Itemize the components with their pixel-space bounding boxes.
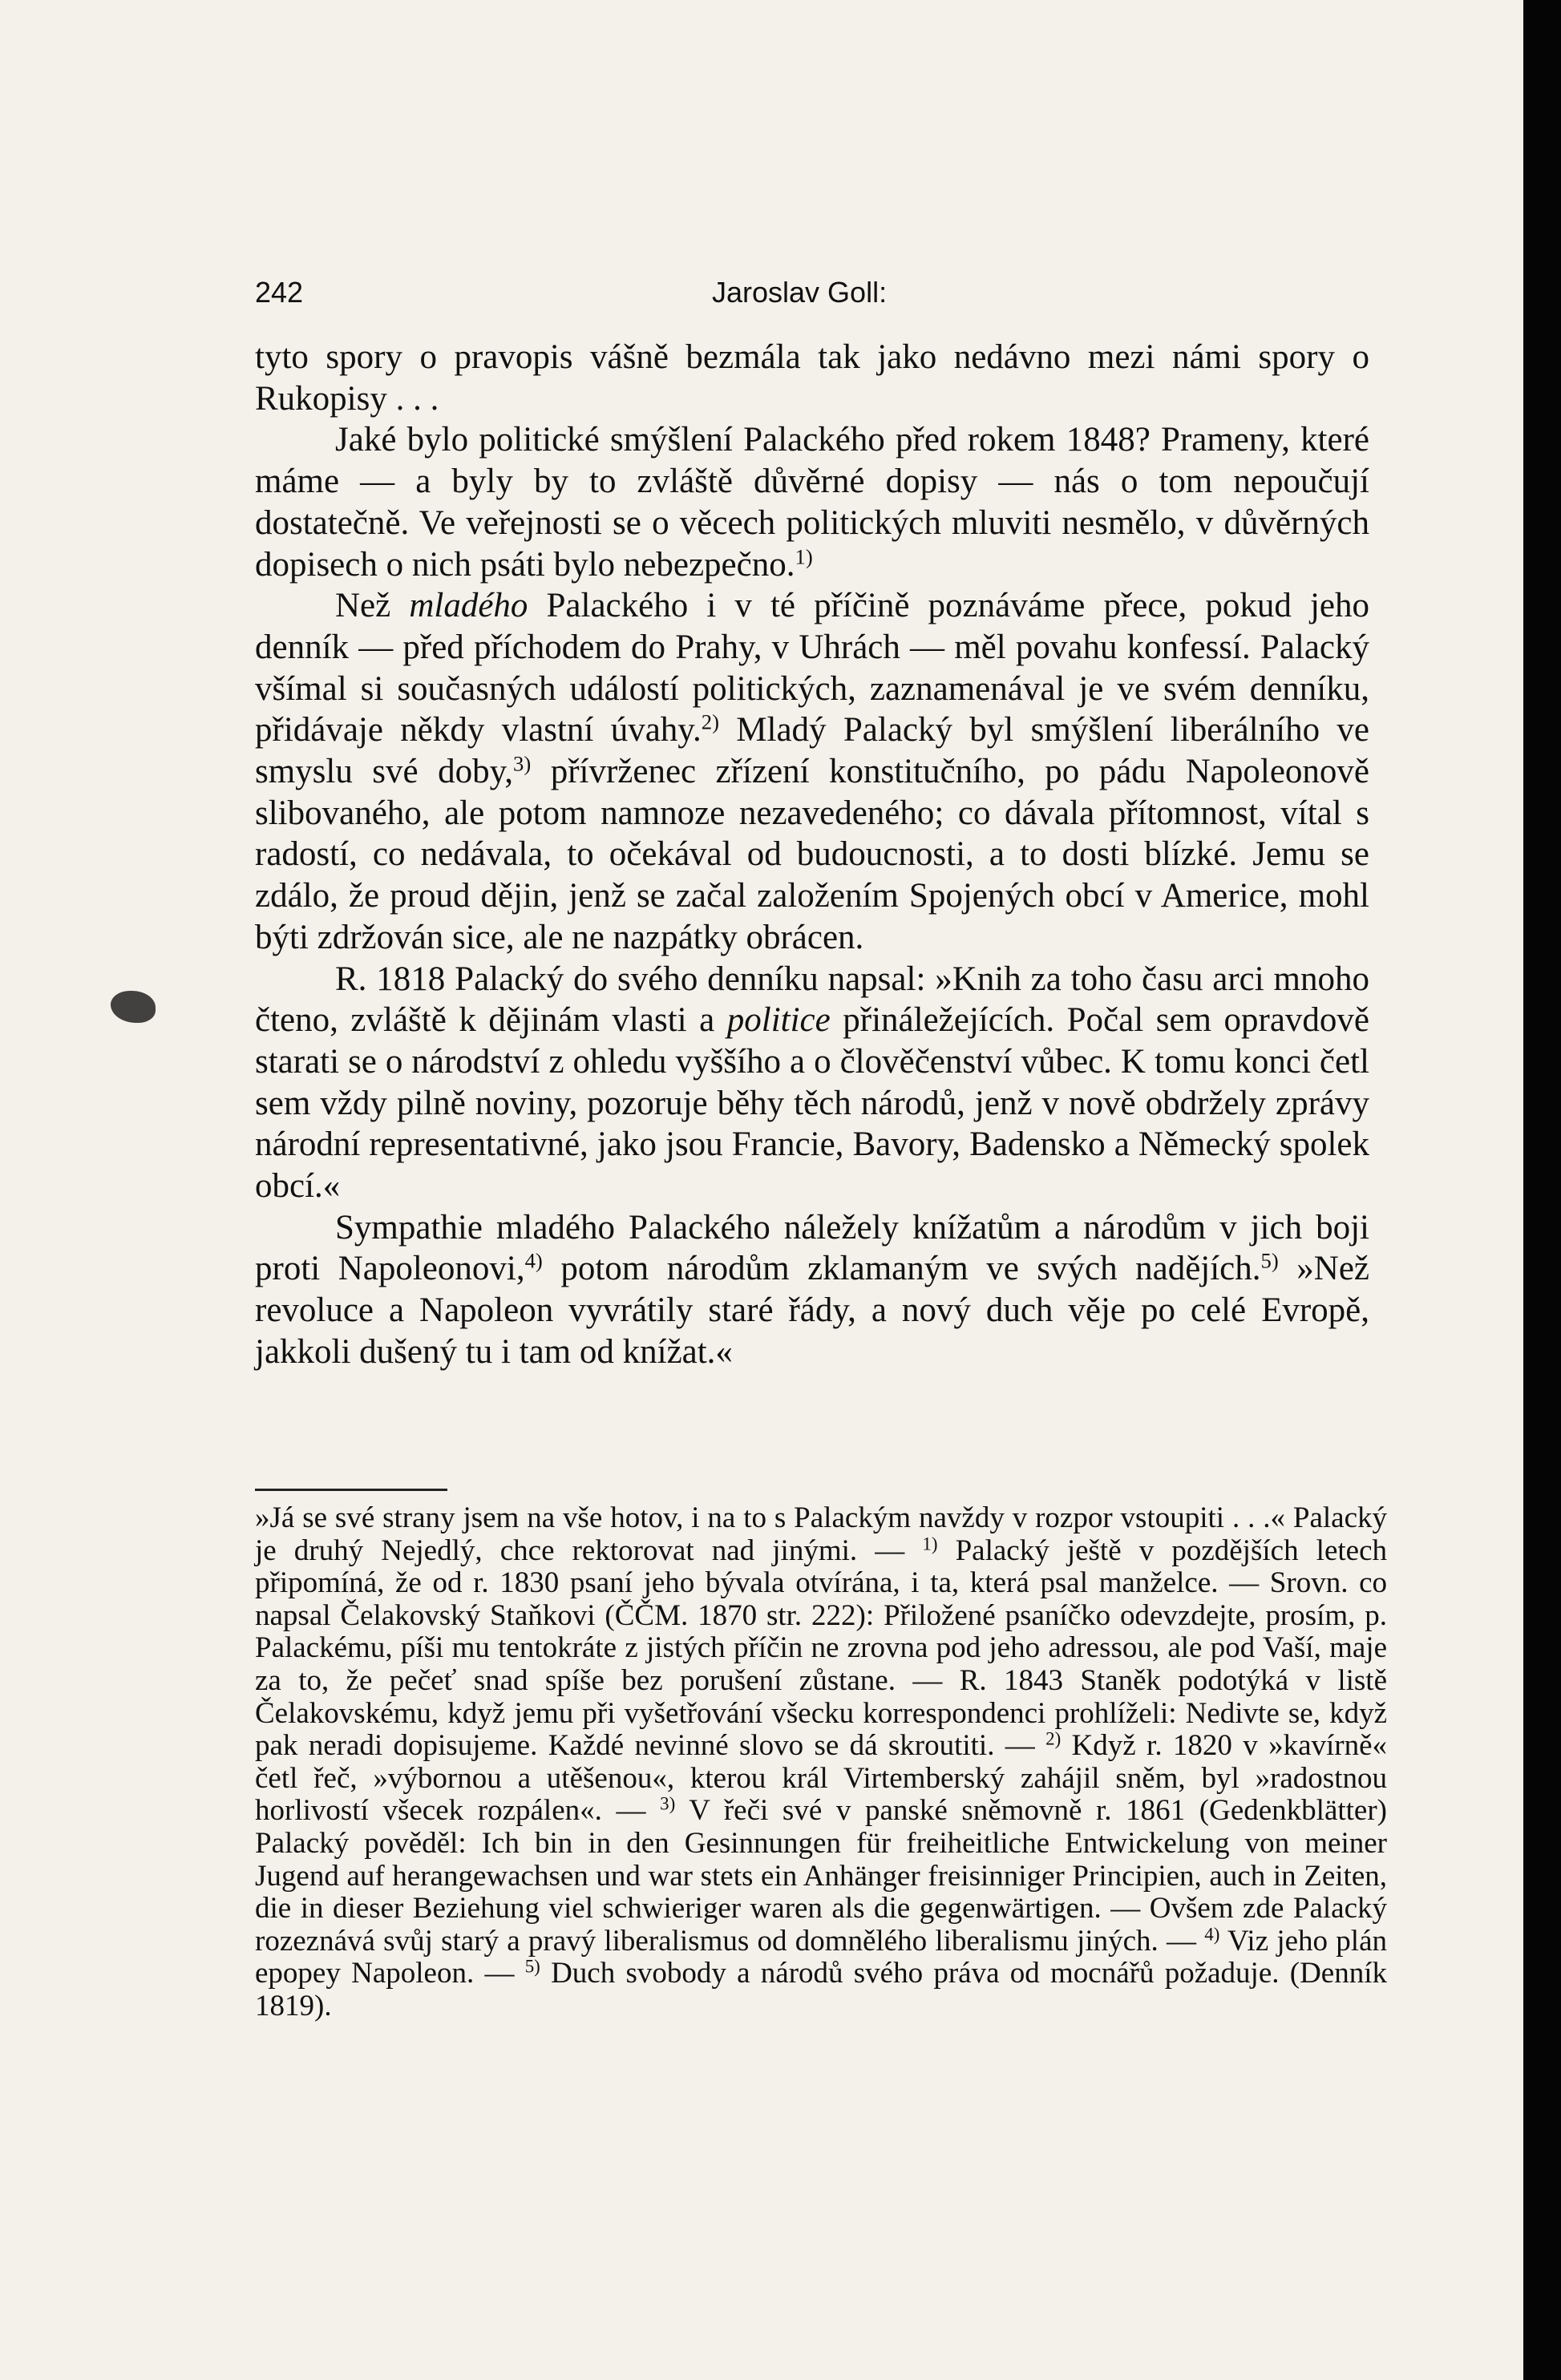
footnote-marker-1: 1) [922, 1533, 938, 1554]
paragraph-4: R. 1818 Palacký do svého denníku napsal: »Knih za toho času arci mnoho čteno, zvláště k dějinám vlasti a politice přináležejících. Počal sem opravdově starati se o národství z ohledu vyššího a o člověčenství vůbec. K tomu konci četl sem vždy pilně noviny, pozoruje běhy těch národů, jenž v nově obdržely zprávy národní representativné, jako jsou Francie, Bavory, Badensko a Německý spolek obcí.« [255, 960, 1370, 1206]
footnote-ref-2: 2) [701, 709, 719, 734]
page-number: 242 [255, 276, 304, 309]
page-header [255, 269, 1377, 317]
paragraph-3: Než mladého Palackého i v té příčině poznáváme přece, pokud jeho denník — před příchodem do Prahy, v Uhrách — měl povahu konfessí. Palacký všímal si současných událostí politických, zaznamenával je ve svém denníku, přidávaje někdy vlastní úvahy.$^{2)}$ Mladý Palacký byl smýšlení liberálního ve smyslu své doby,$^{3)}$ přívrženec zřízení konstitučního, po pádu Napoleonově slibovaného, ale potom namnoze nezavedeného; co dávala přítomnost, vítal s radostí, co nedávala, to očekával od budoucnosti, a to dosti blízké. Jemu se zdálo, že proud dějin, jenž se začal založením Spojených obcí v Americe, mohl býti zdržován sice, ale ne nazpátky obrácen. [255, 587, 1369, 956]
footnote-marker-4: 4) [1204, 1924, 1220, 1945]
running-head: Jaroslav Goll: [712, 276, 888, 309]
paragraph-1: tyto spory o pravopis vášně bezmála tak jako nedávno mezi námi spory o Rukopisy . . . [255, 338, 1369, 418]
footnote-marker-2: 2) [1045, 1728, 1062, 1749]
paragraph-2: Jaké bylo politické smýšlení Palackého před rokem 1848? Prameny, které máme — a byly by to zvláště důvěrné dopisy — nás o tom nepoučují dostatečně. Ve veřejnosti se o věcech politických mluviti nesmělo, v důvěrných dopisech o nich psáti bylo nebezpečno.$^{1)}$ [255, 421, 1369, 584]
footnotes [255, 1502, 1387, 2023]
footnote-ref-4: 4) [524, 1248, 543, 1273]
scan-border [1523, 0, 1561, 2380]
footnote-4: Viz jeho plán epopey Napoleon. — [255, 1924, 1387, 1990]
emphasis-mladeho: mladého [409, 587, 528, 625]
footnote-marker-5: 5) [524, 1956, 540, 1977]
footnote-continuation: »Já se své strany jsem na vše hotov, i na to s Palackým navždy v rozpor vstoupiti . . .« Palacký je druhý Nejedlý, chce rektorovat nad jinými. — [255, 1501, 1387, 1567]
ink-blot [111, 991, 156, 1023]
body-text [255, 337, 1369, 1373]
footnote-ref-1: 1) [795, 543, 813, 568]
footnote-2: Když r. 1820 v »kavírně« četl řeč, »výbornou a utěšenou«, kterou král Virtemberský zahájil sněm, byl »radostnou horlivostí všecek rozpálen«. — [255, 1729, 1388, 1828]
paragraph-5: Sympathie mladého Palackého náležely knížatům a národům v jich boji proti Napoleonovi,$^{4)}$ potom národům zklamaným ve svých nadějích.$^{5)}$ »Než revoluce a Napoleon vyvrátily staré řády, a nový duch věje po celé Evropě, jakkoli dušený tu i tam od knížat.« [255, 1208, 1369, 1371]
footnote-marker-3: 3) [660, 1793, 676, 1814]
footnote-ref-5: 5) [1260, 1248, 1279, 1273]
footnote-divider [255, 1489, 447, 1491]
footnote-5: Duch svobody a národů svého práva od mocnářů požaduje. (Denník 1819). [255, 1957, 1387, 2022]
emphasis-politice: politice [726, 1001, 831, 1040]
footnote-3: V řeči své v panské sněmovně r. 1861 (Gedenkblätter) Palacký pověděl: Ich bin in den Gesinnungen für freiheitliche Entwickelung von meiner Jugend auf herangewachsen und war stets ein Anhänger freisinniger Principien, auch in Zeiten, die in dieser Beziehung viel schwieriger waren als die gegenwärtigen. — Ovšem zde Palacký rozeznává svůj starý a pravý liberalismus od domnělého liberalismu jiných. — [255, 1794, 1387, 1958]
footnote-ref-3: 3) [513, 751, 532, 776]
footnote-1: Palacký ještě v pozdějších letech připomíná, že od r. 1830 psaní jeho bývala otvírána, i ta, která psal manželce. — Srovn. co napsal Čelakovský Staňkovi (ČČM. 1870 str. 222): Přiložené psaníčko odevzdejte, prosím, p. Palackému, píši mu tentokráte z jistých příčin ne zrovna pod jeho adressou, ale pod Vaší, maje za to, že pečeť snad spíše bez porušení zůstane. — R. 1843 Staněk podotýká v listě Čelakovskému, když jemu při vyšetřování všecku korrespondenci prohlíželi: Nedivte se, když pak neradi dopisujeme. Každé nevinné slovo se dá skroutiti. — [255, 1533, 1387, 1763]
